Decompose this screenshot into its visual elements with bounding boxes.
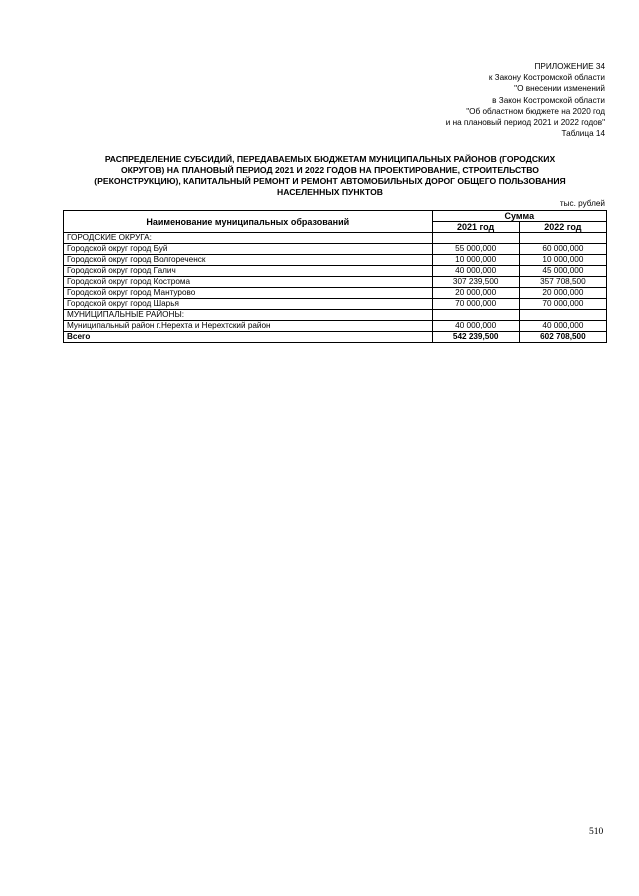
table-header-row	[64, 211, 607, 222]
row-name: Городской округ город Мантурово	[64, 288, 433, 299]
table-row	[64, 277, 607, 288]
row-name: Городской округ город Кострома	[64, 277, 433, 288]
column-header-sum: Сумма	[432, 211, 606, 222]
row-value-2022: 10 000,000	[519, 255, 606, 266]
table-row	[64, 288, 607, 299]
section-label: ГОРОДСКИЕ ОКРУГА:	[64, 233, 433, 244]
row-name: Городской округ город Шарья	[64, 299, 433, 310]
row-value-2021: 10 000,000	[432, 255, 519, 266]
row-value-2021: 20 000,000	[432, 288, 519, 299]
column-header-name: Наименование муниципальных образований	[64, 211, 433, 233]
row-name: Городской округ город Волгореченск	[64, 255, 433, 266]
subsidy-table	[63, 210, 607, 343]
empty-cell	[432, 233, 519, 244]
row-value-2022: 70 000,000	[519, 299, 606, 310]
section-label: МУНИЦИПАЛЬНЫЕ РАЙОНЫ:	[64, 310, 433, 321]
title-line: НАСЕЛЕННЫХ ПУНКТОВ	[277, 187, 383, 197]
table-row	[64, 266, 607, 277]
row-name: Городской округ город Буй	[64, 244, 433, 255]
table-row	[64, 299, 607, 310]
row-value-2022: 357 708,500	[519, 277, 606, 288]
header-line: в Закон Костромской области	[492, 95, 605, 105]
title-line: РАСПРЕДЕЛЕНИЕ СУБСИДИЙ, ПЕРЕДАВАЕМЫХ БЮДЖЕТАМ МУНИЦИПАЛЬНЫХ РАЙОНОВ (ГОРОДСКИХ	[104, 154, 556, 164]
row-value-2021: 40 000,000	[432, 321, 519, 332]
row-value-2022: 20 000,000	[519, 288, 606, 299]
column-header-2021: 2021 год	[432, 222, 519, 233]
units-label: тыс. рублей	[559, 199, 605, 208]
empty-cell	[519, 310, 606, 321]
total-label: Всего	[64, 332, 433, 343]
title-line: ОКРУГОВ) НА ПЛАНОВЫЙ ПЕРИОД 2021 И 2022 ГОДОВ НА ПРОЕКТИРОВАНИЕ, СТРОИТЕЛЬСТВО	[121, 165, 539, 175]
header-line: Таблица 14	[561, 129, 605, 139]
row-value-2021: 70 000,000	[432, 299, 519, 310]
page-number: 510	[589, 827, 604, 837]
total-value-2022: 602 708,500	[519, 332, 606, 343]
empty-cell	[432, 310, 519, 321]
appendix-header	[446, 61, 605, 139]
header-line: ПРИЛОЖЕНИЕ 34	[534, 62, 605, 71]
empty-cell	[519, 233, 606, 244]
row-value-2022: 60 000,000	[519, 244, 606, 255]
table-row	[64, 321, 607, 332]
column-header-2022: 2022 год	[519, 222, 606, 233]
row-name: Муниципальный район г.Нерехта и Нерехтский район	[64, 321, 433, 332]
row-value-2021: 40 000,000	[432, 266, 519, 277]
header-line: "О внесении изменений	[514, 84, 605, 94]
section-row-city	[64, 233, 607, 244]
row-name: Городской округ город Галич	[64, 266, 433, 277]
document-title	[70, 154, 590, 198]
section-row-district	[64, 310, 607, 321]
header-line: "Об областном бюджете на 2020 год	[466, 106, 605, 116]
row-value-2022: 45 000,000	[519, 266, 606, 277]
header-line: и на плановый период 2021 и 2022 годов"	[445, 118, 605, 128]
row-value-2021: 55 000,000	[432, 244, 519, 255]
row-value-2022: 40 000,000	[519, 321, 606, 332]
header-line: к Закону Костромской области	[488, 73, 605, 83]
table-row	[64, 244, 607, 255]
title-line: (РЕКОНСТРУКЦИЮ), КАПИТАЛЬНЫЙ РЕМОНТ И РЕМОНТ АВТОМОБИЛЬНЫХ ДОРОГ ОБЩЕГО ПОЛЬЗОВАНИЯ	[94, 176, 566, 186]
table-row	[64, 255, 607, 266]
total-row	[64, 332, 607, 343]
total-value-2021: 542 239,500	[432, 332, 519, 343]
row-value-2021: 307 239,500	[432, 277, 519, 288]
